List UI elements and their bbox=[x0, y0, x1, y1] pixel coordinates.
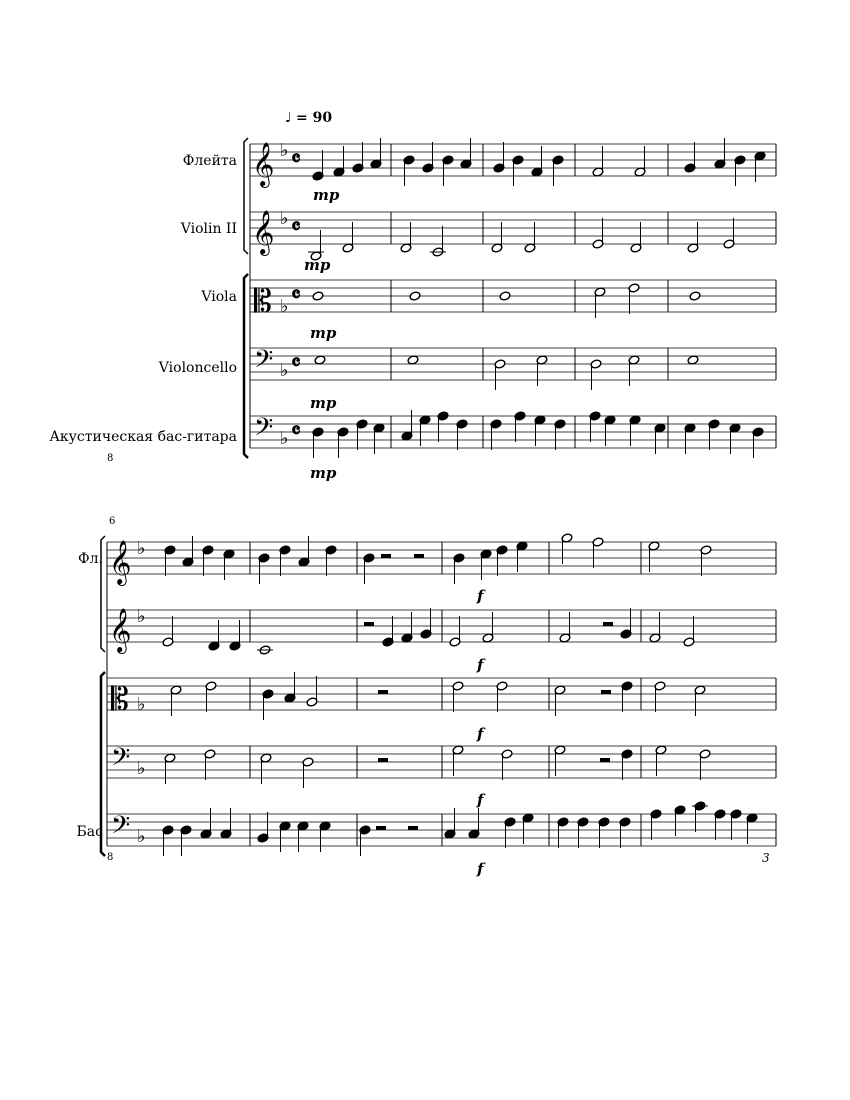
rest-icon bbox=[408, 826, 418, 830]
treble-clef-icon: 𝄞 bbox=[109, 608, 132, 652]
rest-icon bbox=[364, 622, 374, 626]
rest-icon bbox=[414, 554, 424, 558]
dynamic-f: f bbox=[477, 656, 484, 674]
treble-clef-icon: 𝄞 bbox=[109, 540, 132, 584]
notehead bbox=[407, 355, 419, 365]
notehead bbox=[687, 355, 699, 365]
rest-icon bbox=[381, 554, 391, 558]
tempo-text: = 90 bbox=[296, 110, 333, 126]
rest-icon bbox=[376, 826, 386, 830]
dynamic-f: f bbox=[477, 791, 484, 809]
common-time-icon: 𝄴 bbox=[291, 282, 301, 308]
flat-icon: ♭ bbox=[280, 360, 289, 381]
rest-icon bbox=[601, 690, 611, 694]
rest-icon bbox=[603, 622, 613, 626]
alto-clef-icon: 𝄡 bbox=[254, 282, 272, 320]
treble-clef-icon: 𝄞 bbox=[252, 210, 275, 254]
instrument-label-cello: Violoncello bbox=[158, 360, 237, 376]
flat-icon: ♭ bbox=[280, 296, 289, 317]
clef-octave-mark: 8 bbox=[107, 852, 114, 863]
dynamic-mp: mp bbox=[310, 394, 337, 412]
flat-icon: ♭ bbox=[137, 606, 146, 627]
alto-clef-icon: 𝄡 bbox=[111, 680, 129, 718]
dynamic-mp: mp bbox=[310, 324, 337, 342]
dynamic-mp: mp bbox=[304, 256, 331, 274]
common-time-icon: 𝄴 bbox=[291, 350, 301, 376]
notehead bbox=[689, 291, 701, 301]
notehead bbox=[314, 355, 326, 365]
bracket bbox=[244, 274, 248, 458]
dynamic-mp: mp bbox=[310, 464, 337, 482]
common-time-icon: 𝄴 bbox=[291, 146, 301, 172]
flat-icon: ♭ bbox=[137, 758, 146, 779]
bass-clef-icon: 𝄢 bbox=[254, 413, 274, 448]
flat-icon: ♭ bbox=[280, 428, 289, 449]
notehead bbox=[312, 291, 324, 301]
bass-clef-icon: 𝄢 bbox=[254, 345, 274, 380]
flat-icon: ♭ bbox=[280, 208, 289, 229]
instrument-label-bass-guitar: Акустическая бас-гитара bbox=[49, 429, 237, 445]
rest-icon bbox=[378, 690, 388, 694]
flat-icon: ♭ bbox=[137, 826, 146, 847]
measure-number: 6 bbox=[109, 516, 116, 527]
clef-octave-mark: 8 bbox=[107, 453, 114, 464]
instrument-label-flute-short: Фл. bbox=[78, 551, 103, 567]
notehead bbox=[499, 291, 511, 301]
rest-icon bbox=[600, 758, 610, 762]
treble-clef-icon: 𝄞 bbox=[252, 142, 275, 186]
tempo-note-icon: ♩ bbox=[285, 110, 292, 126]
dynamic-f: f bbox=[477, 725, 484, 743]
common-time-icon: 𝄴 bbox=[291, 214, 301, 240]
instrument-label-flute: Флейта bbox=[182, 153, 237, 169]
dynamic-f: f bbox=[477, 860, 484, 878]
instrument-label-viola: Viola bbox=[201, 289, 237, 305]
bass-clef-icon: 𝄢 bbox=[111, 811, 131, 846]
common-time-icon: 𝄴 bbox=[291, 418, 301, 444]
bracket bbox=[244, 138, 248, 254]
instrument-label-violin-2: Violin II bbox=[180, 221, 237, 237]
flat-icon: ♭ bbox=[137, 538, 146, 559]
rest-icon bbox=[378, 758, 388, 762]
flat-icon: ♭ bbox=[280, 140, 289, 161]
dynamic-mp: mp bbox=[313, 186, 340, 204]
notehead bbox=[409, 291, 421, 301]
dynamic-f: f bbox=[477, 587, 484, 605]
instrument-label-bass-short: Бас bbox=[76, 824, 103, 840]
flat-icon: ♭ bbox=[137, 694, 146, 715]
page-number: 3 bbox=[762, 851, 770, 865]
bass-clef-icon: 𝄢 bbox=[111, 743, 131, 778]
